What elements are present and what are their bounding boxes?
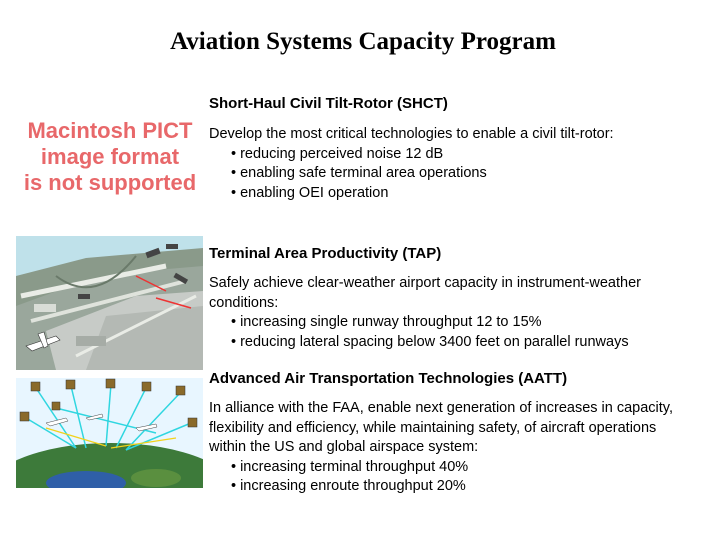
section-shct [209, 95, 709, 203]
placeholder-line-1: Macintosh PICT [27, 118, 193, 143]
unsupported-image-placeholder [12, 118, 208, 196]
bullet-item: • enabling OEI operation [231, 184, 709, 204]
satellite-network-illustration [16, 378, 203, 488]
bullet-item: • enabling safe terminal area operations [231, 164, 709, 184]
airport-illustration [16, 236, 203, 370]
placeholder-line-2: image format [40, 144, 180, 169]
bullet-item: • increasing enroute throughput 20% [231, 477, 709, 497]
section-description: Safely achieve clear-weather airport capacity in instrument-weather conditions: [209, 275, 641, 311]
section-title: Terminal Area Productivity (TAP) [209, 245, 442, 262]
section-description: In alliance with the FAA, enable next generation of increases in capacity, flexibility and efficiency, while maintaining safety, of aircraft operations within the US and global airspace system: [209, 400, 674, 455]
bullet-list [209, 458, 709, 497]
section-tap [209, 245, 709, 352]
bullet-list [209, 145, 709, 204]
section-title: Advanced Air Transportation Technologies (AATT) [209, 370, 568, 387]
section-aatt [209, 370, 709, 497]
slide-title: Aviation Systems Capacity Program [170, 28, 556, 55]
section-description: Develop the most critical technologies to enable a civil tilt-rotor: [209, 126, 614, 142]
section-title: Short-Haul Civil Tilt-Rotor (SHCT) [209, 95, 448, 112]
bullet-list [209, 313, 709, 352]
placeholder-line-3: is not supported [23, 170, 197, 195]
bullet-item: • increasing terminal throughput 40% [231, 458, 709, 478]
bullet-item: • reducing perceived noise 12 dB [231, 145, 709, 165]
bullet-item: • increasing single runway throughput 12 to 15% [231, 313, 709, 333]
bullet-item: • reducing lateral spacing below 3400 feet on parallel runways [231, 333, 709, 353]
